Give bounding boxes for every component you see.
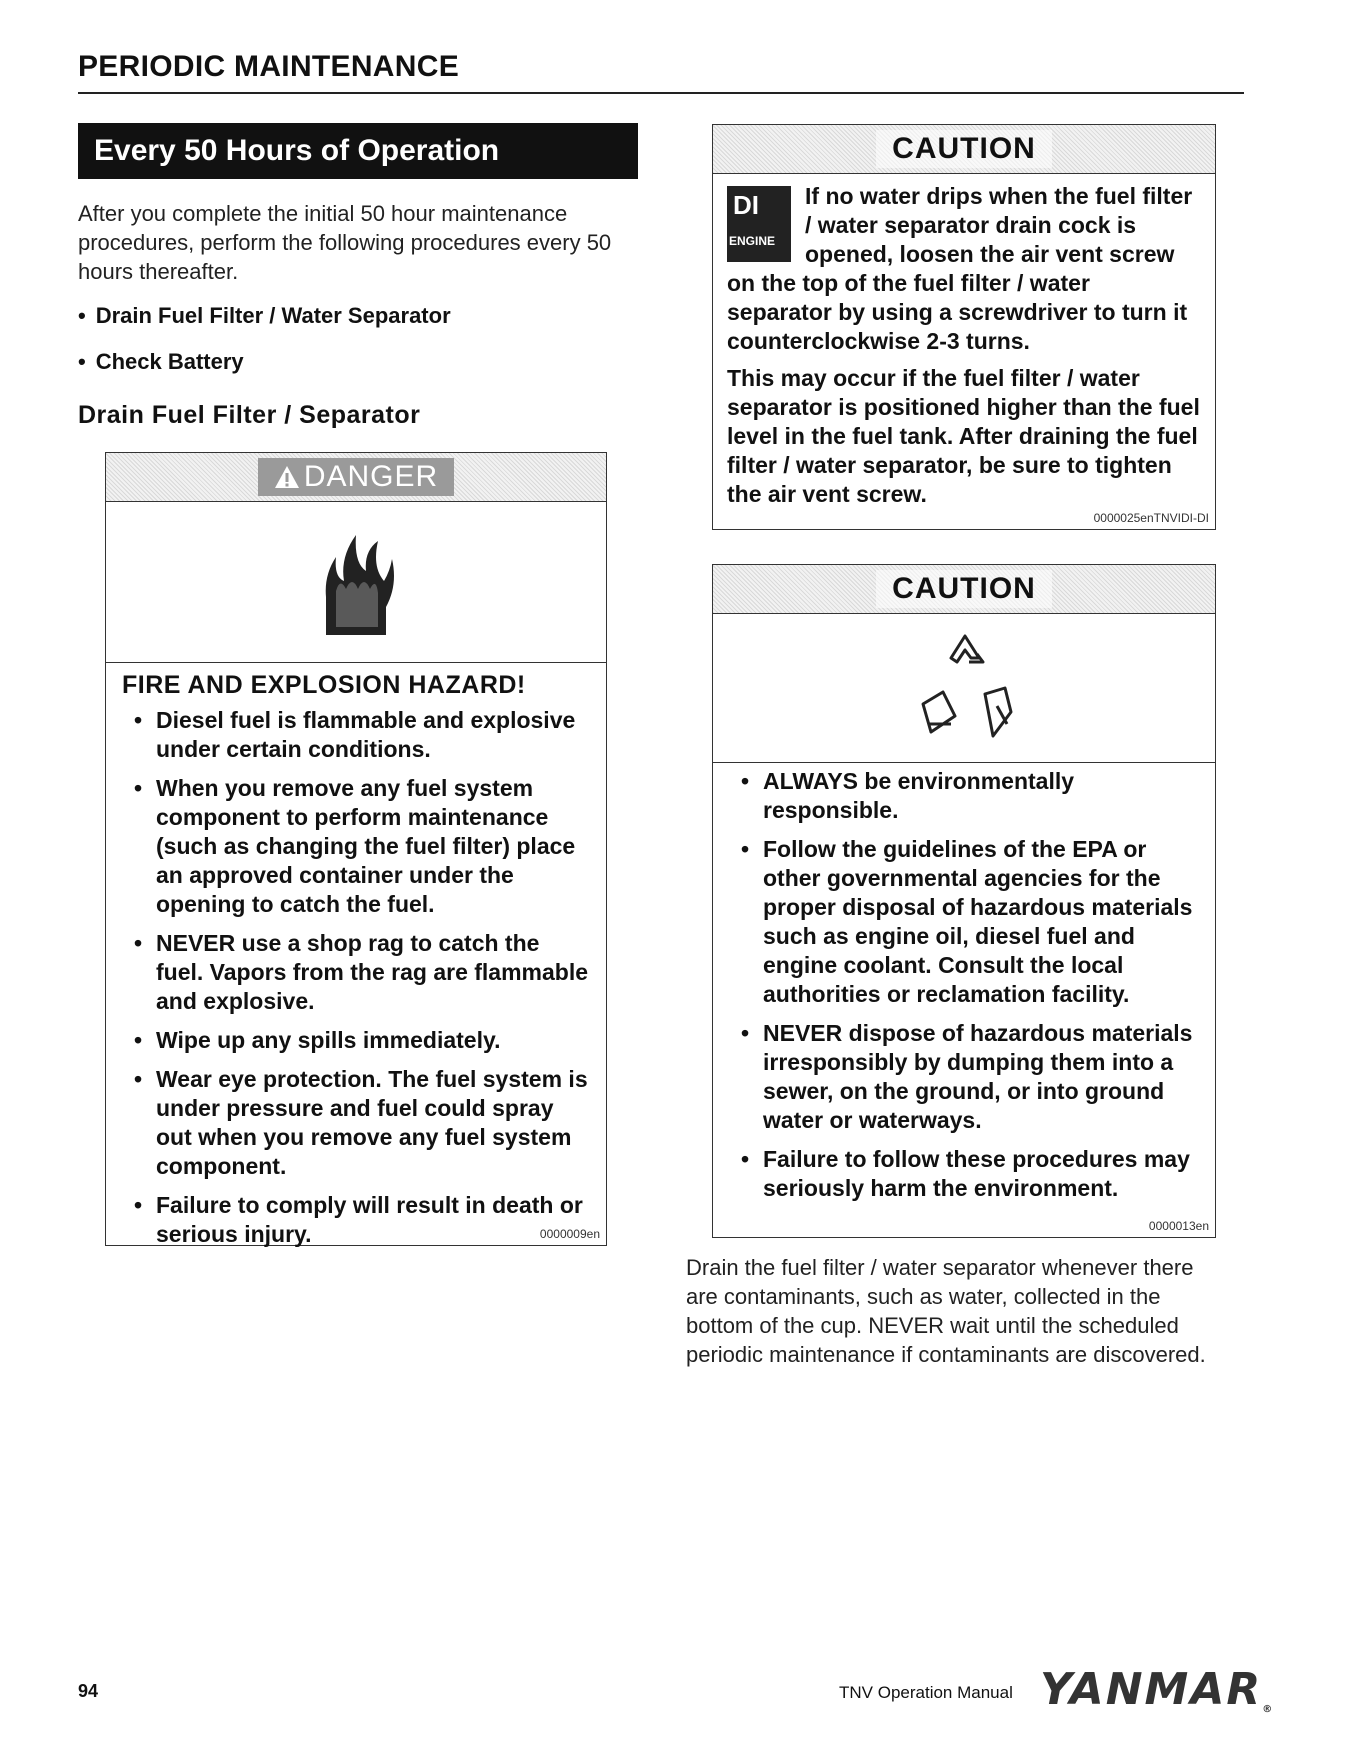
caution-item: • ALWAYS be environmentally responsible. <box>729 767 1199 825</box>
caution-item: • NEVER dispose of hazardous materials irresponsibly by dumping them into a sewer, on the ground, or into ground water or waterways. <box>729 1019 1199 1135</box>
caution-header <box>713 125 1215 174</box>
danger-body <box>106 663 606 1249</box>
danger-list <box>122 706 590 1249</box>
registered-mark: ® <box>1262 1704 1275 1715</box>
warning-triangle-icon <box>274 465 300 489</box>
drain-paragraph: Drain the fuel filter / water separator whenever there are contaminants, such as water, collected in the bottom of the cup. NEVER wait until the scheduled periodic maintenance if contaminants are discovered. <box>686 1255 1206 1367</box>
danger-label <box>258 458 454 496</box>
intro-paragraph: After you complete the initial 50 hour maintenance procedures, perform the following procedures every 50 hours thereafter. <box>78 201 612 284</box>
caution-item: • Failure to follow these procedures may seriously harm the environment. <box>729 1145 1199 1203</box>
danger-code: 0000009en <box>539 1227 600 1241</box>
danger-item: • Wipe up any spills immediately. <box>122 1026 590 1055</box>
caution-label: CAUTION <box>876 130 1052 168</box>
caution-box-environment <box>712 564 1216 1238</box>
sub-heading: Drain Fuel Filter / Separator <box>78 401 421 429</box>
caution-body <box>713 763 1215 1203</box>
caution-paragraph: This may occur if the fuel filter / water separator is positioned higher than the fuel level in the fuel tank. After draining the fuel filter / water separator, be sure to tighten the air vent screw. <box>727 365 1200 507</box>
caution-paragraph: If no water drips when the fuel filter / water separator drain cock is opened, loosen the air vent screw on the top of the fuel filter / water separator by using a screwdriver to turn it counterclockwise 2-3 turns. <box>727 183 1193 354</box>
logo-text: YANMAR <box>1040 1664 1263 1715</box>
caution-item: • Follow the guidelines of the EPA or other governmental agencies for the proper disposal of hazardous materials such as engine oil, diesel fuel and engine coolant. Consult the local authorities or reclamation facility. <box>729 835 1199 1009</box>
caution-body <box>713 182 1215 509</box>
danger-box <box>105 452 607 1246</box>
danger-header <box>106 453 606 502</box>
manual-name: TNV Operation Manual <box>839 1683 1013 1702</box>
fire-icon <box>106 502 606 663</box>
caution-list <box>729 767 1199 1203</box>
caution-box-vent <box>712 124 1216 530</box>
hazard-title: FIRE AND EXPLOSION HAZARD! <box>122 671 526 699</box>
yanmar-logo <box>1040 1664 1274 1715</box>
caution-label: CAUTION <box>876 570 1052 608</box>
danger-item: • Failure to comply will result in death or serious injury. <box>122 1191 590 1249</box>
procedure-item: • Check Battery <box>78 348 638 376</box>
page-number: 94 <box>78 1681 99 1701</box>
engine-label: ENGINE <box>729 234 776 248</box>
procedure-item: • Drain Fuel Filter / Water Separator <box>78 302 638 330</box>
danger-text: DANGER <box>303 460 439 493</box>
danger-item: • When you remove any fuel system component to perform maintenance (such as changing the fuel filter) place an approved container under the opening to catch the fuel. <box>122 774 590 919</box>
danger-item: • Diesel fuel is flammable and explosive under certain conditions. <box>122 706 590 764</box>
danger-item: • Wear eye protection. The fuel system is under pressure and fuel could spray out when you remove any fuel system component. <box>122 1065 590 1181</box>
di-engine-icon <box>727 186 791 262</box>
danger-item: • NEVER use a shop rag to catch the fuel. Vapors from the rag are flammable and explosive. <box>122 929 590 1016</box>
caution-header <box>713 565 1215 614</box>
page-title: PERIODIC MAINTENANCE <box>78 50 460 83</box>
header-divider <box>78 92 1244 94</box>
caution-code: 0000013en <box>1148 1219 1209 1233</box>
caution-code: 0000025enTNVIDI-DI <box>1093 511 1209 525</box>
section-banner: Every 50 Hours of Operation <box>78 123 638 179</box>
procedure-list <box>78 302 638 376</box>
di-label: DI <box>733 190 759 220</box>
recycle-icon <box>713 614 1215 763</box>
left-column <box>78 123 638 429</box>
